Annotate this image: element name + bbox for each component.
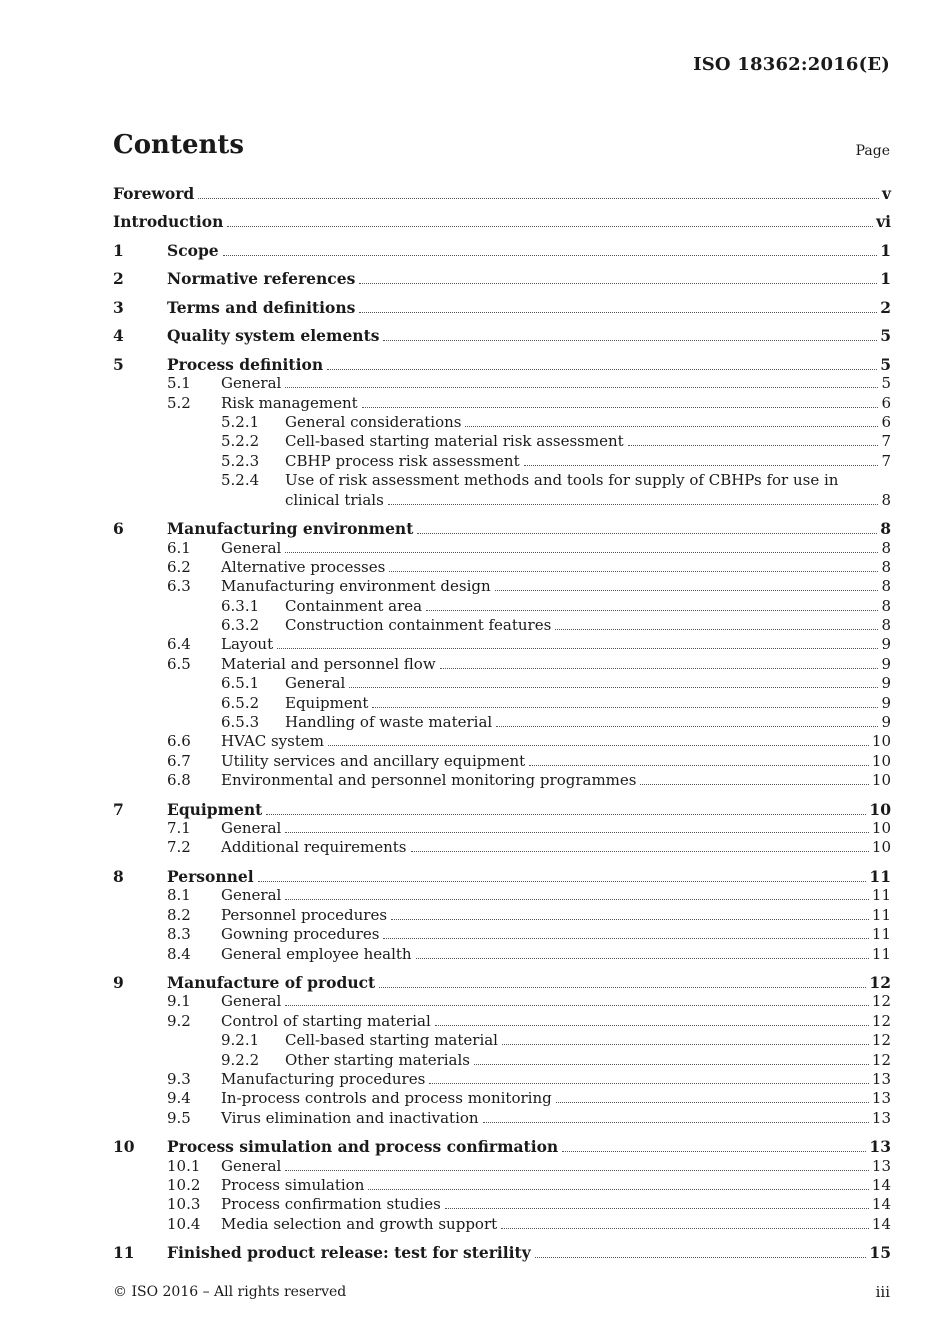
toc-entry-title: Layout [221, 635, 274, 654]
toc-entry-number: 6.4 [167, 635, 191, 654]
toc-entry[interactable] [113, 558, 891, 577]
toc-entry[interactable] [113, 771, 891, 790]
toc-entry-title: General considerations [285, 413, 462, 432]
toc-entry-title: Risk management [221, 393, 358, 412]
toc-entry[interactable] [113, 269, 891, 288]
dot-leader [524, 452, 879, 466]
dot-leader [285, 539, 878, 553]
toc-entry-page: 9 [881, 674, 891, 693]
toc-entry[interactable] [113, 800, 891, 819]
toc-entry[interactable] [113, 616, 891, 635]
toc-entry-title: Cell-based starting material risk assessment [285, 432, 624, 451]
toc-entry-title: General [285, 674, 346, 693]
dot-leader [529, 752, 869, 766]
toc-entry[interactable] [113, 694, 891, 713]
toc-entry[interactable] [113, 674, 891, 693]
toc-entry-number: 8 [113, 866, 124, 886]
toc-entry-title: General [221, 886, 282, 905]
toc-entry[interactable] [113, 1070, 891, 1089]
toc-entry[interactable] [113, 355, 891, 374]
toc-entry-title-continued: clinical trials [285, 490, 384, 509]
dot-leader [535, 1244, 867, 1258]
toc-entry-title: Terms and definitions [167, 297, 356, 317]
toc-entry-title: Material and personnel flow [221, 654, 436, 673]
toc-entry-number: 5.1 [167, 374, 191, 393]
toc-entry[interactable] [113, 867, 891, 886]
dot-leader [198, 185, 879, 199]
toc-entry-page: 8 [881, 596, 891, 615]
toc-entry-number: 6.5.2 [221, 693, 260, 712]
toc-entry-number: 2 [113, 269, 124, 289]
toc-entry-title: Utility services and ancillary equipment [221, 751, 526, 770]
toc-entry-title: Process simulation and process confirmation [167, 1137, 559, 1157]
toc-entry-number: 5.2.1 [221, 413, 260, 432]
toc-entry-number: 6 [113, 519, 124, 539]
toc-entry-page: 15 [869, 1243, 891, 1263]
toc-entry[interactable] [113, 838, 891, 857]
toc-entry[interactable] [113, 752, 891, 771]
toc-entry-number: 8.3 [167, 925, 191, 944]
toc-entry[interactable] [113, 1243, 891, 1262]
toc-entry[interactable] [113, 1109, 891, 1128]
dot-leader [474, 1051, 869, 1065]
toc-entry-page: 12 [871, 1011, 891, 1030]
toc-entry-page: 8 [881, 538, 891, 557]
dot-leader [417, 520, 877, 534]
toc-entry-title: Normative references [167, 269, 356, 289]
dot-leader [383, 925, 868, 939]
dot-leader [359, 299, 877, 313]
toc-entry-title: General [221, 819, 282, 838]
toc-entry-page: 11 [871, 925, 891, 944]
dot-leader [328, 732, 869, 746]
toc-entry[interactable] [113, 1137, 891, 1156]
dot-leader [562, 1138, 866, 1152]
toc-entry-number: 1 [113, 240, 124, 260]
dot-leader [556, 1089, 869, 1103]
toc-entry-page: 5 [881, 374, 891, 393]
toc-entry-page: 12 [869, 973, 891, 992]
toc-entry-title: Foreword [113, 184, 195, 203]
toc-entry[interactable] [113, 819, 891, 838]
toc-entry-number: 9.4 [167, 1089, 191, 1108]
toc-entry-title: Introduction [113, 212, 224, 232]
toc-entry-page: 1 [880, 240, 891, 260]
toc-entry-title: Quality system elements [167, 326, 380, 346]
copyright-notice: © ISO 2016 – All rights reserved [113, 1284, 347, 1300]
toc-entry-page: 5 [880, 326, 891, 346]
toc-entry-number: 6.1 [167, 538, 191, 557]
toc-entry-title: Equipment [285, 693, 369, 712]
toc-entry[interactable] [113, 1089, 891, 1108]
toc-entry[interactable] [113, 992, 891, 1011]
dot-leader [383, 327, 877, 341]
toc-entry-number: 9.1 [167, 992, 191, 1011]
toc-entry-title: Environmental and personnel monitoring programmes [221, 771, 637, 790]
toc-entry[interactable] [113, 212, 891, 231]
toc-entry[interactable] [113, 241, 891, 260]
toc-entry[interactable] [113, 1051, 891, 1070]
toc-entry-page: 12 [871, 1031, 891, 1050]
toc-entry[interactable] [113, 945, 891, 964]
toc-entry-title: Handling of waste material [285, 713, 493, 732]
toc-entry-title: Gowning procedures [221, 925, 380, 944]
toc-entry-page: 1 [880, 269, 891, 289]
toc-entry-number: 6.5.1 [221, 674, 260, 693]
dot-leader [440, 655, 879, 669]
toc-entry-number: 9.5 [167, 1108, 191, 1127]
toc-entry-title: General [221, 374, 282, 393]
toc-entry-title: Scope [167, 240, 219, 260]
toc-entry-title: Control of starting material [221, 1011, 431, 1030]
document-id: ISO 18362:2016(E) [693, 54, 890, 75]
toc-entry[interactable] [113, 1031, 891, 1050]
dot-leader [465, 413, 878, 427]
toc-entry-page: 11 [869, 866, 891, 886]
toc-entry-page: 13 [869, 1137, 891, 1157]
toc-entry-page: 13 [871, 1089, 891, 1108]
toc-entry-title: Manufacturing procedures [221, 1069, 426, 1088]
toc-entry-number: 8.2 [167, 905, 191, 924]
toc-entry-number: 10.1 [167, 1156, 201, 1175]
toc-entry-title: Finished product release: test for sterility [167, 1243, 531, 1263]
toc-entry-title: Additional requirements [221, 838, 407, 857]
toc-entry[interactable] [113, 452, 891, 471]
toc-entry-title: Personnel [167, 866, 254, 886]
toc-entry-page: 8 [881, 577, 891, 596]
toc-entry[interactable] [113, 655, 891, 674]
toc-entry-number: 8.1 [167, 886, 191, 905]
dot-leader [227, 213, 873, 227]
dot-leader [445, 1195, 869, 1209]
toc-entry-page: 6 [881, 413, 891, 432]
toc-entry-title: Cell-based starting material [285, 1031, 498, 1050]
toc-entry-page: 7 [881, 432, 891, 451]
toc-entry-page: 5 [880, 354, 891, 374]
toc-entry[interactable] [113, 413, 891, 432]
toc-entry-number: 8.4 [167, 944, 191, 963]
toc-entry-number: 10.4 [167, 1214, 201, 1233]
toc-entry-page: 12 [871, 992, 891, 1011]
toc-entry-title: General [221, 538, 282, 557]
toc-entry-number: 9.2.2 [221, 1050, 260, 1069]
toc-entry[interactable] [113, 1176, 891, 1195]
toc-entry-number: 7.2 [167, 838, 191, 857]
toc-entry[interactable] [113, 635, 891, 654]
toc-entry-page: 10 [871, 819, 891, 838]
toc-entry-page: 14 [871, 1214, 891, 1233]
toc-entry-number: 9.2 [167, 1011, 191, 1030]
toc-entry[interactable] [113, 925, 891, 944]
toc-entry[interactable] [113, 577, 891, 596]
page-column-label: Page [855, 143, 890, 159]
dot-leader [258, 868, 867, 882]
toc-entry-page: vi [876, 212, 891, 232]
toc-entry-page: 11 [871, 944, 891, 963]
toc-entry-title: Construction containment features [285, 616, 552, 635]
toc-entry-number: 10 [113, 1137, 135, 1157]
toc-entry-number: 5.2.4 [221, 471, 260, 490]
dot-leader [285, 886, 869, 900]
toc-entry-number: 6.3 [167, 577, 191, 596]
toc-entry[interactable] [113, 394, 891, 413]
toc-entry-page: 6 [881, 393, 891, 412]
dot-leader [285, 374, 878, 388]
toc-entry-page: 14 [871, 1195, 891, 1214]
toc-entry[interactable] [113, 973, 891, 992]
toc-entry-number: 9.2.1 [221, 1031, 260, 1050]
toc-entry-page: 13 [871, 1108, 891, 1127]
dot-leader [555, 616, 878, 630]
toc-entry-title: CBHP process risk assessment [285, 451, 520, 470]
toc-entry-title: General [221, 1156, 282, 1175]
dot-leader [501, 1215, 869, 1229]
page-number: iii [875, 1283, 890, 1301]
toc-entry[interactable] [113, 326, 891, 345]
toc-entry-number: 6.2 [167, 557, 191, 576]
toc-entry[interactable] [113, 539, 891, 558]
dot-leader [349, 674, 878, 688]
dot-leader [266, 801, 866, 815]
dot-leader [388, 491, 879, 505]
table-of-contents [113, 184, 891, 1263]
toc-entry-title: Media selection and growth support [221, 1214, 498, 1233]
toc-entry-number: 5.2.2 [221, 432, 260, 451]
toc-entry-number: 5.2 [167, 393, 191, 412]
dot-leader [391, 906, 869, 920]
dot-leader [640, 771, 868, 785]
dot-leader [496, 713, 878, 727]
toc-entry[interactable] [113, 1157, 891, 1176]
toc-entry-title: Process simulation [221, 1176, 365, 1194]
toc-entry-title: Containment area [285, 596, 423, 615]
toc-entry-title: Virus elimination and inactivation [221, 1108, 479, 1127]
toc-entry-title: HVAC system [221, 732, 324, 751]
toc-entry-page: 14 [871, 1176, 891, 1194]
dot-leader [411, 838, 869, 852]
toc-entry-page: 8 [881, 557, 891, 576]
toc-entry-number: 3 [113, 297, 124, 317]
toc-entry-page: 10 [871, 751, 891, 770]
toc-entry-number: 6.3.2 [221, 616, 260, 635]
toc-entry-page: 13 [871, 1069, 891, 1088]
toc-entry-number: 7.1 [167, 819, 191, 838]
toc-entry[interactable] [113, 471, 891, 490]
dot-leader [435, 1012, 869, 1026]
toc-entry-page: v [881, 184, 891, 203]
toc-entry-number: 6.5.3 [221, 713, 260, 732]
dot-leader [372, 694, 878, 708]
contents-heading: Contents [113, 130, 245, 160]
toc-entry-page: 10 [869, 799, 891, 819]
toc-entry[interactable] [113, 298, 891, 317]
dot-leader [368, 1176, 869, 1190]
toc-entry[interactable] [113, 732, 891, 751]
toc-entry-number: 9 [113, 973, 124, 992]
dot-leader [277, 635, 878, 649]
toc-entry-number: 6.6 [167, 732, 191, 751]
dot-leader [502, 1031, 869, 1045]
toc-entry[interactable] [113, 432, 891, 451]
toc-entry-title: Equipment [167, 799, 263, 819]
toc-entry-page: 11 [871, 905, 891, 924]
dot-leader [223, 242, 878, 256]
dot-leader [426, 597, 878, 611]
toc-entry-page: 2 [880, 297, 891, 317]
toc-entry-title: General employee health [221, 944, 412, 963]
dot-leader [285, 1157, 869, 1171]
toc-entry-number: 9.3 [167, 1069, 191, 1088]
toc-entry-number: 5 [113, 354, 124, 374]
toc-entry-page: 9 [881, 654, 891, 673]
toc-entry-title: Personnel procedures [221, 905, 388, 924]
toc-entry[interactable] [113, 1012, 891, 1031]
toc-entry-page: 9 [881, 693, 891, 712]
toc-entry[interactable] [113, 1215, 891, 1234]
dot-leader [483, 1109, 869, 1123]
toc-entry[interactable] [113, 906, 891, 925]
toc-entry[interactable] [113, 713, 891, 732]
toc-entry[interactable] [113, 184, 891, 203]
toc-entry-number: 6.5 [167, 654, 191, 673]
toc-entry-page: 12 [871, 1050, 891, 1069]
dot-leader [285, 992, 869, 1006]
toc-entry-title: Manufacturing environment design [221, 577, 491, 596]
toc-entry-number: 7 [113, 799, 124, 819]
dot-leader [429, 1070, 869, 1084]
toc-entry-number: 4 [113, 326, 124, 346]
dot-leader [379, 974, 866, 988]
toc-entry-page: 8 [881, 616, 891, 635]
toc-entry-number: 6.3.1 [221, 596, 260, 615]
toc-entry-title: Use of risk assessment methods and tools for supply of CBHPs for use in [285, 471, 839, 490]
toc-entry[interactable] [113, 374, 891, 393]
toc-entry-title: In-process controls and process monitoring [221, 1089, 552, 1108]
toc-entry-title: General [221, 992, 282, 1011]
toc-entry-page: 13 [871, 1156, 891, 1175]
toc-entry-page: 11 [871, 886, 891, 905]
toc-entry-number: 6.7 [167, 751, 191, 770]
dot-leader [416, 945, 869, 959]
toc-entry-title: Other starting materials [285, 1050, 470, 1069]
toc-entry-number: 5.2.3 [221, 451, 260, 470]
toc-entry-title: Process definition [167, 354, 324, 374]
toc-entry-continuation[interactable] [113, 491, 891, 510]
toc-entry-page: 8 [880, 519, 891, 539]
toc-entry-number: 11 [113, 1243, 135, 1263]
dot-leader [389, 558, 878, 572]
toc-entry-page: 9 [881, 635, 891, 654]
toc-entry-page: 7 [881, 451, 891, 470]
toc-entry-title: Manufacturing environment [167, 519, 414, 539]
toc-entry[interactable] [113, 519, 891, 538]
toc-entry-number: 10.2 [167, 1176, 201, 1194]
toc-entry-title: Alternative processes [221, 557, 386, 576]
toc-entry-page: 10 [871, 838, 891, 857]
toc-entry-number: 10.3 [167, 1195, 201, 1214]
toc-entry-page: 10 [871, 732, 891, 751]
toc-entry-number: 6.8 [167, 771, 191, 790]
dot-leader [359, 270, 877, 284]
toc-entry[interactable] [113, 1195, 891, 1214]
toc-entry-page: 10 [871, 771, 891, 790]
toc-entry[interactable] [113, 886, 891, 905]
toc-entry-title: Process confirmation studies [221, 1195, 441, 1214]
toc-entry[interactable] [113, 597, 891, 616]
dot-leader [285, 819, 869, 833]
dot-leader [495, 577, 879, 591]
toc-entry-title: Manufacture of product [167, 973, 376, 992]
dot-leader [327, 356, 877, 370]
toc-entry-page: 9 [881, 713, 891, 732]
toc-entry-page: 8 [881, 490, 891, 509]
dot-leader [362, 394, 879, 408]
dot-leader [628, 432, 879, 446]
